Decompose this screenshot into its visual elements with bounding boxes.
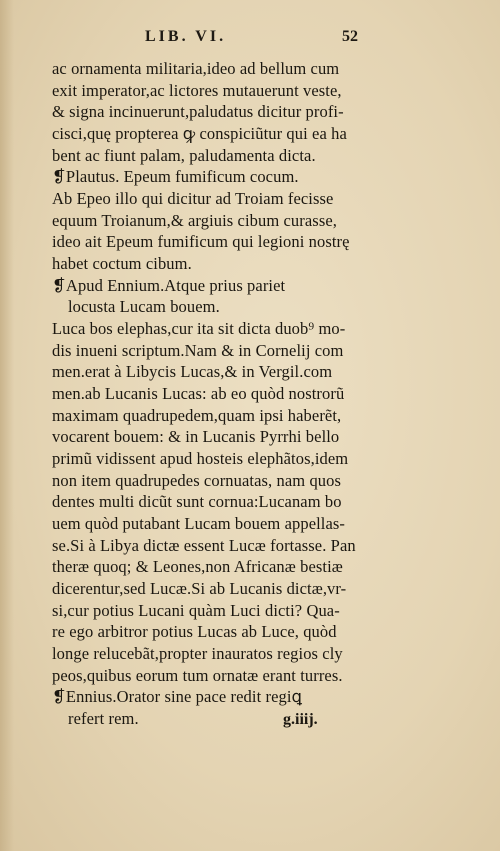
- text-line: Luca bos elephas,cur ita sit dicta duob⁹ mo-: [52, 319, 346, 338]
- text-line: longe relucebãt,propter inauratos regios cly: [52, 644, 343, 663]
- text-line: bent ac fiunt palam, paludamenta dicta.: [52, 146, 316, 165]
- text-line: habet coctum cibum.: [52, 254, 192, 273]
- text-line: & signa incinuerunt,paludatus dicitur profi-: [52, 102, 344, 121]
- signature-mark: g.iiij.: [283, 711, 318, 728]
- running-title: LIB. VI.: [145, 28, 227, 45]
- text-line: men.erat à Libycis Lucas,& in Vergil.com: [52, 362, 333, 381]
- text-line: ❡Plautus. Epeum fumificum cocum.: [52, 167, 299, 186]
- text-line: uem quòd putabant Lucam bouem appellas-: [52, 514, 346, 533]
- text-line: re ego arbitror potius Lucas ab Luce, quòd: [52, 622, 337, 641]
- text-line: ac ornamenta militaria,ideo ad bellum cum: [52, 59, 340, 78]
- text-line: refert rem.: [68, 709, 139, 728]
- text-line: se.Si à Libya dictæ essent Lucæ fortasse. Pan: [52, 536, 356, 555]
- text-line: dicerentur,sed Lucæ.Si ab Lucanis dictæ,vr-: [52, 579, 347, 598]
- text-line: maximam quadrupedem,quam ipsi haberẽt,: [52, 406, 342, 425]
- text-line: si,cur potius Lucani quàm Luci dicti? Qua-: [52, 601, 340, 620]
- text-line: theræ quoq; & Leones,non Africanæ bestiæ: [52, 557, 343, 576]
- text-line: ❡Ennius.Orator sine pace redit regiꝗ: [52, 687, 303, 706]
- text-line: vocarent bouem: & in Lucanis Pyrrhi bello: [52, 427, 340, 446]
- text-line: dis inueni scriptum.Nam & in Cornelij com: [52, 341, 344, 360]
- text-line: equum Troianum,& argiuis cibum curasse,: [52, 211, 337, 230]
- text-line: Ab Epeo illo qui dicitur ad Troiam fecisse: [52, 189, 334, 208]
- text-line: peos,quibus eorum tum ornatæ erant turres.: [52, 666, 343, 685]
- folio-number: 52: [342, 28, 358, 45]
- text-line: ❡Apud Ennium.Atque prius pariet: [52, 276, 286, 295]
- text-line: cisci,quę propterea ꝙ conspiciũtur qui ea ha: [52, 124, 347, 143]
- text-line: men.ab Lucanis Lucas: ab eo quòd nostrorũ: [52, 384, 345, 403]
- text-line: dentes multi dicũt sunt cornua:Lucanam bo: [52, 492, 342, 511]
- text-line: exit imperator,ac lictores mutauerunt veste,: [52, 81, 342, 100]
- text-line: primũ vidissent apud hosteis elephãtos,idem: [52, 449, 349, 468]
- text-line: ideo ait Epeum fumificum qui legioni nostrę: [52, 232, 350, 251]
- text-line: non item quadrupedes cornuatas, nam quos: [52, 471, 342, 490]
- text-line: locusta Lucam bouem.: [68, 297, 220, 316]
